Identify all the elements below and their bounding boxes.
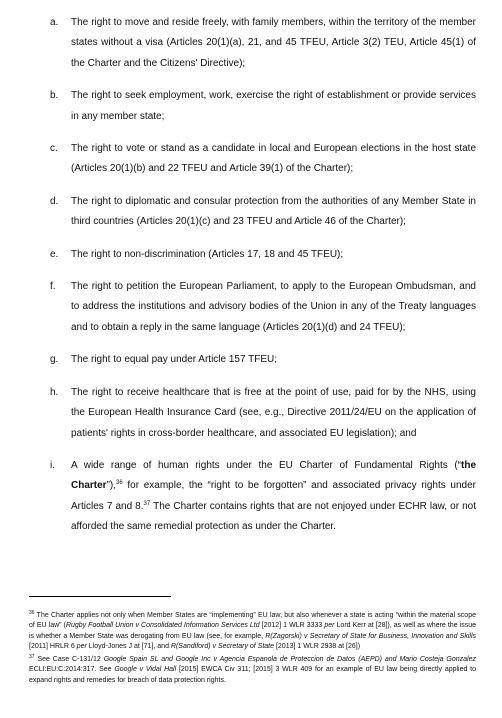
list-marker: b. [50,90,59,102]
list-marker: e. [50,248,59,260]
footnote-text: [2013] 1 WLR 2938 at [26]) [274,642,361,650]
list-marker: h. [50,386,59,398]
list-marker: g. [50,354,59,366]
list-item [50,245,476,265]
list-item-text: The right to equal pay under Article 157 TFEU; [71,354,278,366]
case-name: R(Sandiford) v Secretary of State [170,642,275,650]
footnote-ref-36[interactable]: 36 [116,480,123,487]
list-item [50,192,476,233]
footnote-number: 37 [29,654,35,661]
footnote-36 [29,611,476,652]
footnote-separator [29,596,171,597]
footnote-text: Lloyd-Jones J at [71], and [86,642,171,650]
footnote-text: [2011] HRLR 6 [29,642,77,650]
list-item [50,86,476,127]
footnote-text: [2012] 1 WLR 3333 [259,622,325,630]
list-item [50,277,476,338]
footnote-text: per [324,622,335,630]
list-item-text: The right to seek employment, work, exercise the right of establishment or provide services in any member state; [71,90,476,122]
list-item [50,13,476,74]
list-item-text: The right to receive healthcare that is free at the point of use, paid for by the NHS, using the European Health Insurance Card (see, e.g., Directive 2011/24/EU on the application of patients' rights in cross-border healthcare, and associated EU legislation); and [71,386,476,439]
list-item-text [71,456,476,538]
list-item [50,350,476,370]
list-marker: c. [50,143,58,155]
list-marker: a. [50,17,59,28]
list-marker: f. [50,281,56,293]
defined-term: the Charter [71,459,476,492]
footnote-text: Lord Kerr at [28]), as well as where the issue is whether a Member State was derogating from EU law (see, for example, [29,622,476,640]
list-item-text: The right to move and reside freely, with family members, within the territory of the member states without a visa (Articles 20(1)(a), 21, and 45 TFEU, Article 3(2) TEU, Article 45(1) of the Charter and the Citizens' Directive); [71,17,476,69]
list-item [50,139,476,180]
footnote-text: [2015] EWCA Civ 311; [2015] 3 WLR 409 for an example of EU law being directly applied to expand rights and remedies for breach of data protection rights. [29,666,477,684]
footnote-text: See Case C-131/12 [34,656,104,664]
item-text-part: A wide range of human rights under the EU Charter of Fundamental Rights (“ [71,459,461,471]
case-name: Google Spain SL and Google Inc v Agencia Espanola de Proteccion de Datos (AEPD) and Mario Costeja Gonzalez [103,656,477,664]
list-item [50,456,476,538]
list-item [50,383,476,444]
footnote-text: The Charter applies not only when Member States are “implementing” EU law, but also whenever a state is acting “within the material scope of EU law” ( [29,612,476,630]
rights-list [50,13,476,538]
list-item-text: The right to non-discrimination (Articles 17, 18 and 45 TFEU); [71,248,344,260]
footnote-text: ECLI:EU:C:2014:317. See [29,666,115,674]
footnote-text: per [76,642,87,650]
list-marker: d. [50,195,59,207]
case-name: Rugby Football Union v Consolidated Information Services Ltd [65,622,260,630]
footnotes [29,611,476,689]
item-text-part: ”), [106,480,117,492]
list-marker: i. [50,459,55,471]
list-item-text: The right to vote or stand as a candidate in local and European elections in the host state (Articles 20(1)(b) and 22 TFEU and Article 39(1) of the Charter); [71,143,476,175]
list-item-text: The right to diplomatic and consular protection from the authorities of any Member State in third countries (Articles 20(1)(c) and 23 TFEU and Article 46 of the Charter); [71,195,476,228]
footnote-number: 36 [29,610,35,616]
list-item-text: The right to petition the European Parliament, to apply to the European Ombudsman, and to address the institutions and advisory bodies of the Union in any of the Treaty languages and to obtain a reply in the same language (Articles 20(1)(d) and 24 TFEU); [71,281,476,333]
case-name: R(Zagorski) v Secretary of State for Business, Innovation and Skills [265,632,476,640]
case-name: Google v Vidal Hall [114,666,177,674]
item-text-part: for example, the “right to be forgotten” and associated privacy rights under Articles 7 and 8. [71,480,476,512]
footnote-ref-37[interactable]: 37 [143,500,151,507]
item-text-part: The Charter contains rights that are not enjoyed under ECHR law, or not afforded the same remedial protection as under the Charter. [71,500,476,533]
footnote-37 [29,655,476,686]
